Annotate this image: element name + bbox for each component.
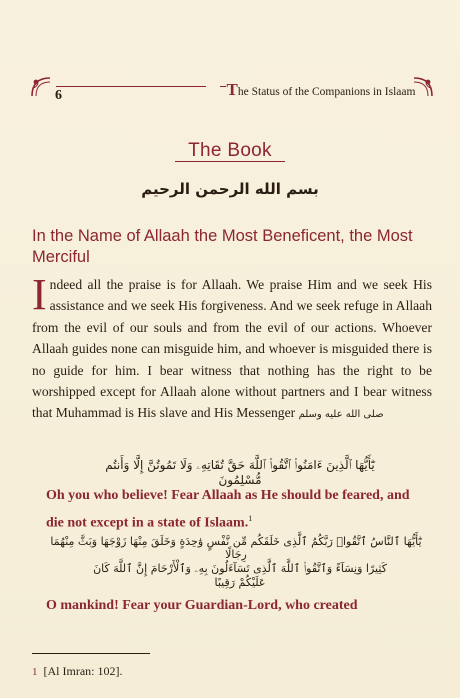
intro-text: ndeed all the praise is for Allaah. We praise Him and we seek His assistance and we seek His forgiveness. And we seek refuge in Allaah from the evil of our souls and from the evil of our actions. Whoever Allaah guides none can misguide him, and whoever is misguided there is no guide for him. I bear witness that nothing has the right to be worshipped except for Allaah alone without partners and I bear witness that Muhammad is His slave and His Messenger: [32, 277, 432, 421]
chapter-heading: In the Name of Allaah the Most Beneficent, the Most Merciful: [32, 227, 413, 266]
section-title-underline: [175, 161, 285, 162]
section-title: The Book: [188, 140, 272, 161]
header-rule-left: [56, 86, 206, 87]
verse1-arabic: يَٰٓأَيُّهَا ٱلَّذِينَ ءَامَنُوا۟ ٱتَّقُوا۟ ٱللَّهَ حَقَّ تُقَاتِهِۦ وَلَا تَمُوتُنَّ إِلَّا وَأَنتُم مُّسْلِمُونَ: [105, 458, 375, 487]
intro-paragraph: [32, 270, 432, 425]
header-rule-right: [220, 86, 226, 87]
bismillah-calligraphy: [141, 170, 319, 204]
ornament-left-icon: [30, 76, 54, 98]
bismillah-text: بسم الله الرحمن الرحيم: [141, 180, 319, 198]
salutation-glyph: صلى الله عليه وسلم: [298, 408, 384, 420]
ornament-right-icon: [410, 76, 434, 98]
verse1-translation-text: Oh you who believe! Fear Allaah as He should be feared, and die not except in a state of Islaam.: [46, 488, 410, 531]
header-dropcap: T: [226, 80, 238, 99]
verse2-translation: O mankind! Fear your Guardian-Lord, who created: [46, 598, 358, 613]
running-header-title: [226, 80, 416, 99]
verse2-arabic-line2: كَثِيرًا وَنِسَآءً وَٱتَّقُوا۟ ٱللَّهَ ٱلَّذِى تَسَآءَلُونَ بِهِۦ وَٱلْأَرْحَامَ إِنَّ ٱللَّهَ كَانَ عَلَيْكُمْ رَقِيبًا: [93, 562, 387, 589]
footnote-rule: [32, 653, 150, 654]
footnote: [32, 664, 122, 679]
verse2-arabic-line1: يَٰٓأَيُّهَا ٱلنَّاسُ ٱتَّقُوا۟ رَبَّكُمُ ٱلَّذِى خَلَقَكُم مِّن نَّفْسٍ وَٰحِدَةٍ وَخَلَقَ مِنْهَا زَوْجَهَا وَبَثَّ مِنْهُمَا رِجَالًا: [50, 535, 422, 561]
page-header: [30, 70, 434, 130]
header-title-text: he Status of the Companions in Islaam: [237, 86, 416, 98]
footnote-number: 1: [32, 666, 38, 678]
intro-dropcap: I: [32, 270, 47, 319]
footnote-text: [Al Imran: 102].: [43, 664, 123, 678]
page-number: 6: [55, 88, 62, 103]
verse1-translation: [46, 484, 426, 535]
footnote-marker: 1: [248, 514, 253, 523]
